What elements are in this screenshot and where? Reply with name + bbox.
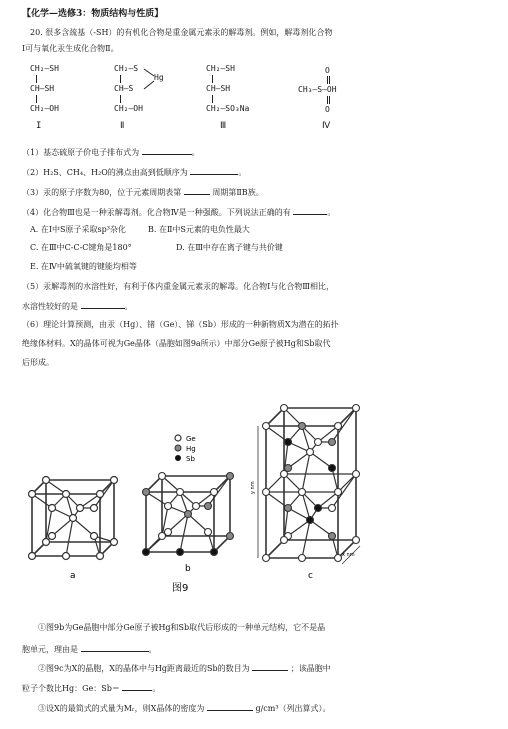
- question-3-text-end: 周期第ⅡB族。: [212, 188, 264, 197]
- molecule-I-label: I: [36, 121, 42, 131]
- question-4: （4）化合物Ⅲ也是一种汞解毒剂。化合物Ⅳ是一种强酸。下列说法正确的有 。: [22, 208, 336, 217]
- question-5-line-1: （5）汞解毒剂的水溶性好，有利于体内重金属元素汞的解毒。化合物Ⅰ与化合物Ⅲ相比，: [22, 282, 334, 291]
- question-intro-line-1: 20. 很多含巯基（-SH）的有机化合物是重金属元素汞的解毒剂。例如，解毒剂化合物: [30, 28, 333, 37]
- legend: [175, 435, 196, 463]
- option-B: B. 在Ⅱ中S元素的电负性最大: [148, 225, 250, 234]
- question-1: （1）基态硫原子价电子排布式为 。: [22, 148, 200, 157]
- bond: [212, 95, 213, 103]
- answer-blank: [142, 146, 192, 155]
- question-2: （2）H₂S、CH₄、H₂O的沸点由高到低顺序为 。: [22, 168, 247, 177]
- bond: [327, 96, 328, 104]
- crystal-c-atoms: [263, 405, 360, 562]
- subquestion-3-text-end: g/cm³（列出算式）。: [255, 704, 331, 713]
- figure-9-crystal-structures: [22, 396, 382, 606]
- bond: [120, 75, 121, 83]
- crystal-b-label: b: [185, 564, 191, 574]
- bond: [120, 95, 121, 103]
- answer-blank: [190, 166, 238, 175]
- question-intro-line-2: I可与氧化汞生成化合物Ⅱ。: [22, 44, 119, 53]
- molecule-I-line-3: CH₂—OH: [30, 104, 59, 113]
- molecule-II-label: Ⅱ: [120, 121, 125, 131]
- molecule-III-line-1: CH₂—SH: [206, 64, 235, 73]
- molecule-IV-top-o: O: [325, 66, 330, 75]
- dimension-x-label: x nm: [342, 552, 355, 558]
- hg-bridge-bonds: [142, 66, 162, 92]
- subquestion-2-text-end: ；该晶胞中: [290, 664, 331, 673]
- option-C: C. 在Ⅲ中C-C-C键角是180°: [30, 243, 132, 252]
- subquestion-1-text: 胞单元，理由是: [22, 645, 78, 654]
- molecule-I-line-1: CH₂—SH: [30, 64, 59, 73]
- subquestion-2-ratio-text: 粒子个数比Hg：Ge：Sb＝: [22, 684, 120, 693]
- answer-blank: [293, 206, 327, 215]
- legend-ge-label: Ge: [186, 435, 196, 443]
- molecule-IV-middle: CH₃—S—OH: [298, 85, 337, 94]
- question-3: [22, 186, 264, 199]
- subquestion-3-text: ③设X的最简式的式量为Mᵣ，则X晶体的密度为: [38, 704, 205, 713]
- option-E: E. 在Ⅳ中硫氧键的键能均相等: [30, 262, 137, 271]
- question-4-text: （4）化合物Ⅲ也是一种汞解毒剂。化合物Ⅳ是一种强酸。下列说法正确的有: [22, 208, 291, 217]
- molecule-IV-label: Ⅳ: [322, 121, 331, 131]
- legend-sb-label: Sb: [186, 455, 195, 463]
- question-6-line-3: 后形成。: [22, 358, 54, 367]
- bond: [36, 75, 37, 83]
- answer-blank: [81, 643, 149, 652]
- question-2-text: （2）H₂S、CH₄、H₂O的沸点由高到低顺序为: [22, 168, 188, 177]
- subquestion-2-text: ②图9c为X的晶胞，X的晶体中与Hg距离最近的Sb的数目为: [38, 664, 250, 673]
- answer-blank: [184, 186, 210, 195]
- bond: [36, 95, 37, 103]
- subquestion-1-line-2: 胞单元，理由是 。: [22, 645, 157, 654]
- molecule-III-label: Ⅲ: [220, 121, 227, 131]
- subquestion-3: [38, 702, 331, 715]
- bond: [329, 76, 330, 84]
- legend-sb-marker: [175, 455, 181, 461]
- molecule-II-line-2: CH—S: [114, 84, 134, 93]
- molecule-IV-bottom-o: O: [325, 105, 330, 114]
- bond: [327, 76, 328, 84]
- legend-ge-marker: [175, 435, 181, 441]
- molecule-I-line-2: CH—SH: [30, 84, 55, 93]
- answer-blank: [207, 702, 253, 711]
- subquestion-1-line-1: ①图9b为Ge晶胞中部分Ge原子被Hg和Sb取代后形成的一种单元结构，它不是晶: [38, 623, 326, 632]
- question-5-text: 水溶性较好的是: [22, 302, 78, 311]
- legend-hg-label: Hg: [186, 445, 196, 453]
- question-6-line-1: （6）理论计算预测，由汞（Hg）、锗（Ge）、锑（Sb）形成的一种新物质X为潜在的拓扑: [22, 320, 339, 329]
- molecule-III-line-3: CH₂—SO₃Na: [206, 104, 250, 113]
- molecule-II-hg: Hg: [154, 73, 164, 82]
- question-1-text: （1）基态硫原子价电子排布式为: [22, 148, 140, 157]
- option-A: A. 在Ⅰ中S原子采取sp³杂化: [30, 225, 126, 234]
- bond: [212, 75, 213, 83]
- molecule-III-line-2: CH—SH: [206, 84, 231, 93]
- option-D: D. 在Ⅲ中存在离子键与共价键: [176, 243, 283, 252]
- crystal-c-label: c: [308, 571, 313, 581]
- legend-hg-marker: [175, 445, 181, 451]
- subquestion-2-line-2: 粒子个数比Hg：Ge：Sb＝ 。: [22, 684, 161, 693]
- answer-blank: [252, 662, 288, 671]
- crystal-c: [258, 408, 360, 564]
- subquestion-2-line-1: [38, 662, 331, 675]
- bond: [329, 96, 330, 104]
- molecule-II-line-3: CH₂—OH: [114, 104, 143, 113]
- answer-blank: [122, 682, 152, 691]
- molecule-II-line-1: CH₂—S: [114, 64, 139, 73]
- answer-blank: [81, 300, 125, 309]
- question-6-line-2: 绝缘体材料。X的晶体可视为Ge晶体（晶胞如图9a所示）中部分Ge原子被Hg和Sb取代: [22, 339, 331, 348]
- dimension-y-label: y nm: [250, 481, 256, 494]
- section-header: 【化学—选修3：物质结构与性质】: [22, 9, 164, 19]
- figure-caption: 图9: [172, 583, 189, 594]
- question-3-text: （3）汞的原子序数为80，位于元素周期表第: [22, 188, 182, 197]
- question-5-line-2: 水溶性较好的是 。: [22, 302, 133, 311]
- crystal-a-label: a: [70, 571, 76, 581]
